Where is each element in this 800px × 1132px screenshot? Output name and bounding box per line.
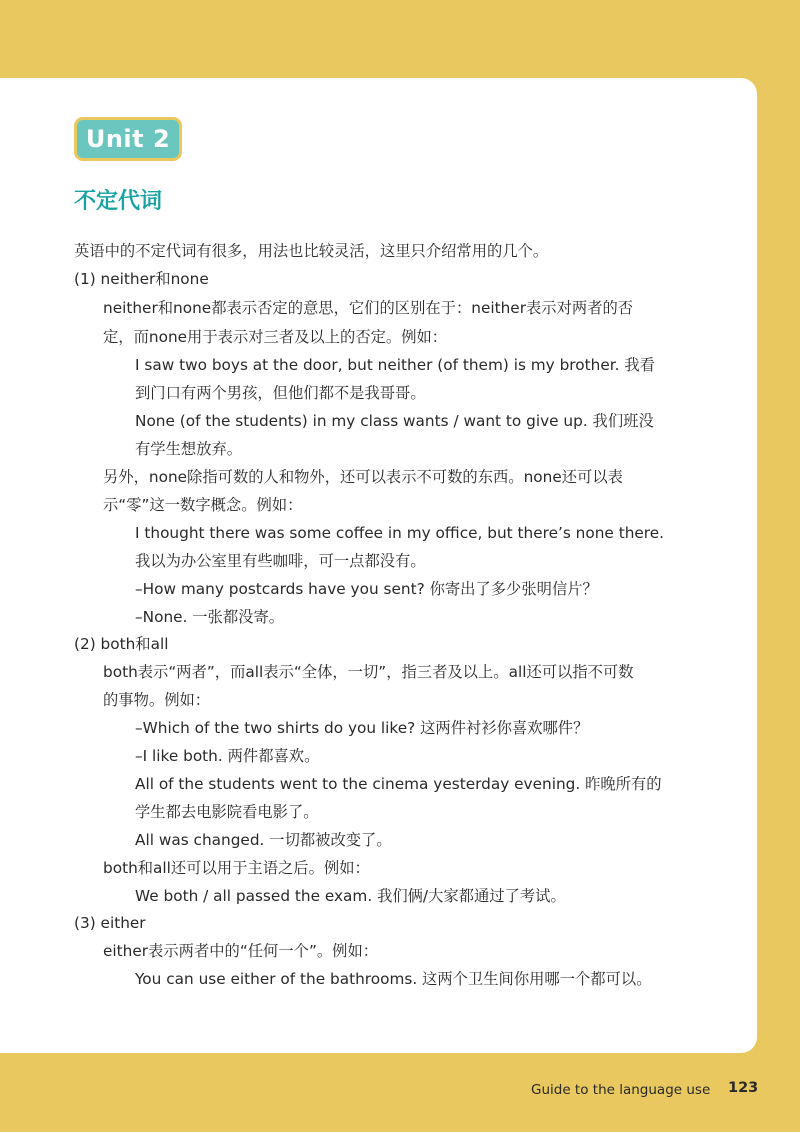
text-line: either表示两者中的“任何一个”。例如： [103, 942, 379, 960]
example-line: You can use either of the bathrooms. 这两个卫生间你用哪一个都可以。 [135, 970, 652, 988]
subheading: (1) neither和none [74, 270, 209, 288]
subheading: (2) both和all [74, 635, 169, 653]
example-line: –I like both. 两件都喜欢。 [135, 747, 320, 765]
example-line: –None. 一张都没寄。 [135, 608, 285, 626]
unit-badge: Unit 2 [74, 117, 182, 161]
text-line: 示“零”这一数字概念。例如： [103, 496, 303, 514]
text-line: both表示“两者”，而all表示“全体，一切”，指三者及以上。all还可以指不可数 [103, 663, 634, 681]
example-line: I saw two boys at the door, but neither (of them) is my brother. 我看 [135, 356, 655, 374]
example-line: We both / all passed the exam. 我们俩/大家都通过了考试。 [135, 887, 566, 905]
example-line: All of the students went to the cinema yesterday evening. 昨晚所有的 [135, 775, 662, 793]
text-line: neither和none都表示否定的意思，它们的区别在于：neither表示对两者的否 [103, 299, 634, 317]
text-line: 英语中的不定代词有很多，用法也比较灵活，这里只介绍常用的几个。 [74, 242, 549, 260]
example-line: All was changed. 一切都被改变了。 [135, 831, 392, 849]
footer-text: Guide to the language use [531, 1082, 711, 1098]
example-line: –Which of the two shirts do you like? 这两件衬衫你喜欢哪件？ [135, 719, 589, 737]
text-line: 另外，none除指可数的人和物外，还可以表示不可数的东西。none还可以表 [103, 468, 623, 486]
example-line: 到门口有两个男孩，但他们都不是我哥哥。 [135, 384, 426, 402]
section-title: 不定代词 [74, 189, 163, 214]
text-line: 定，而none用于表示对三者及以上的否定。例如： [103, 328, 448, 346]
example-line: 有学生想放弃。 [135, 440, 243, 458]
example-line: 学生都去电影院看电影了。 [135, 803, 319, 821]
example-line: None (of the students) in my class wants / want to give up. 我们班没 [135, 412, 654, 430]
text-line: 的事物。例如： [103, 691, 211, 709]
example-line: 我以为办公室里有些咖啡，可一点都没有。 [135, 552, 426, 570]
subheading: (3) either [74, 914, 146, 932]
example-line: I thought there was some coffee in my office, but there’s none there. [135, 524, 665, 542]
text-line: both和all还可以用于主语之后。例如： [103, 859, 370, 877]
page-number: 123 [728, 1080, 759, 1096]
example-line: –How many postcards have you sent? 你寄出了多少张明信片？ [135, 580, 598, 598]
